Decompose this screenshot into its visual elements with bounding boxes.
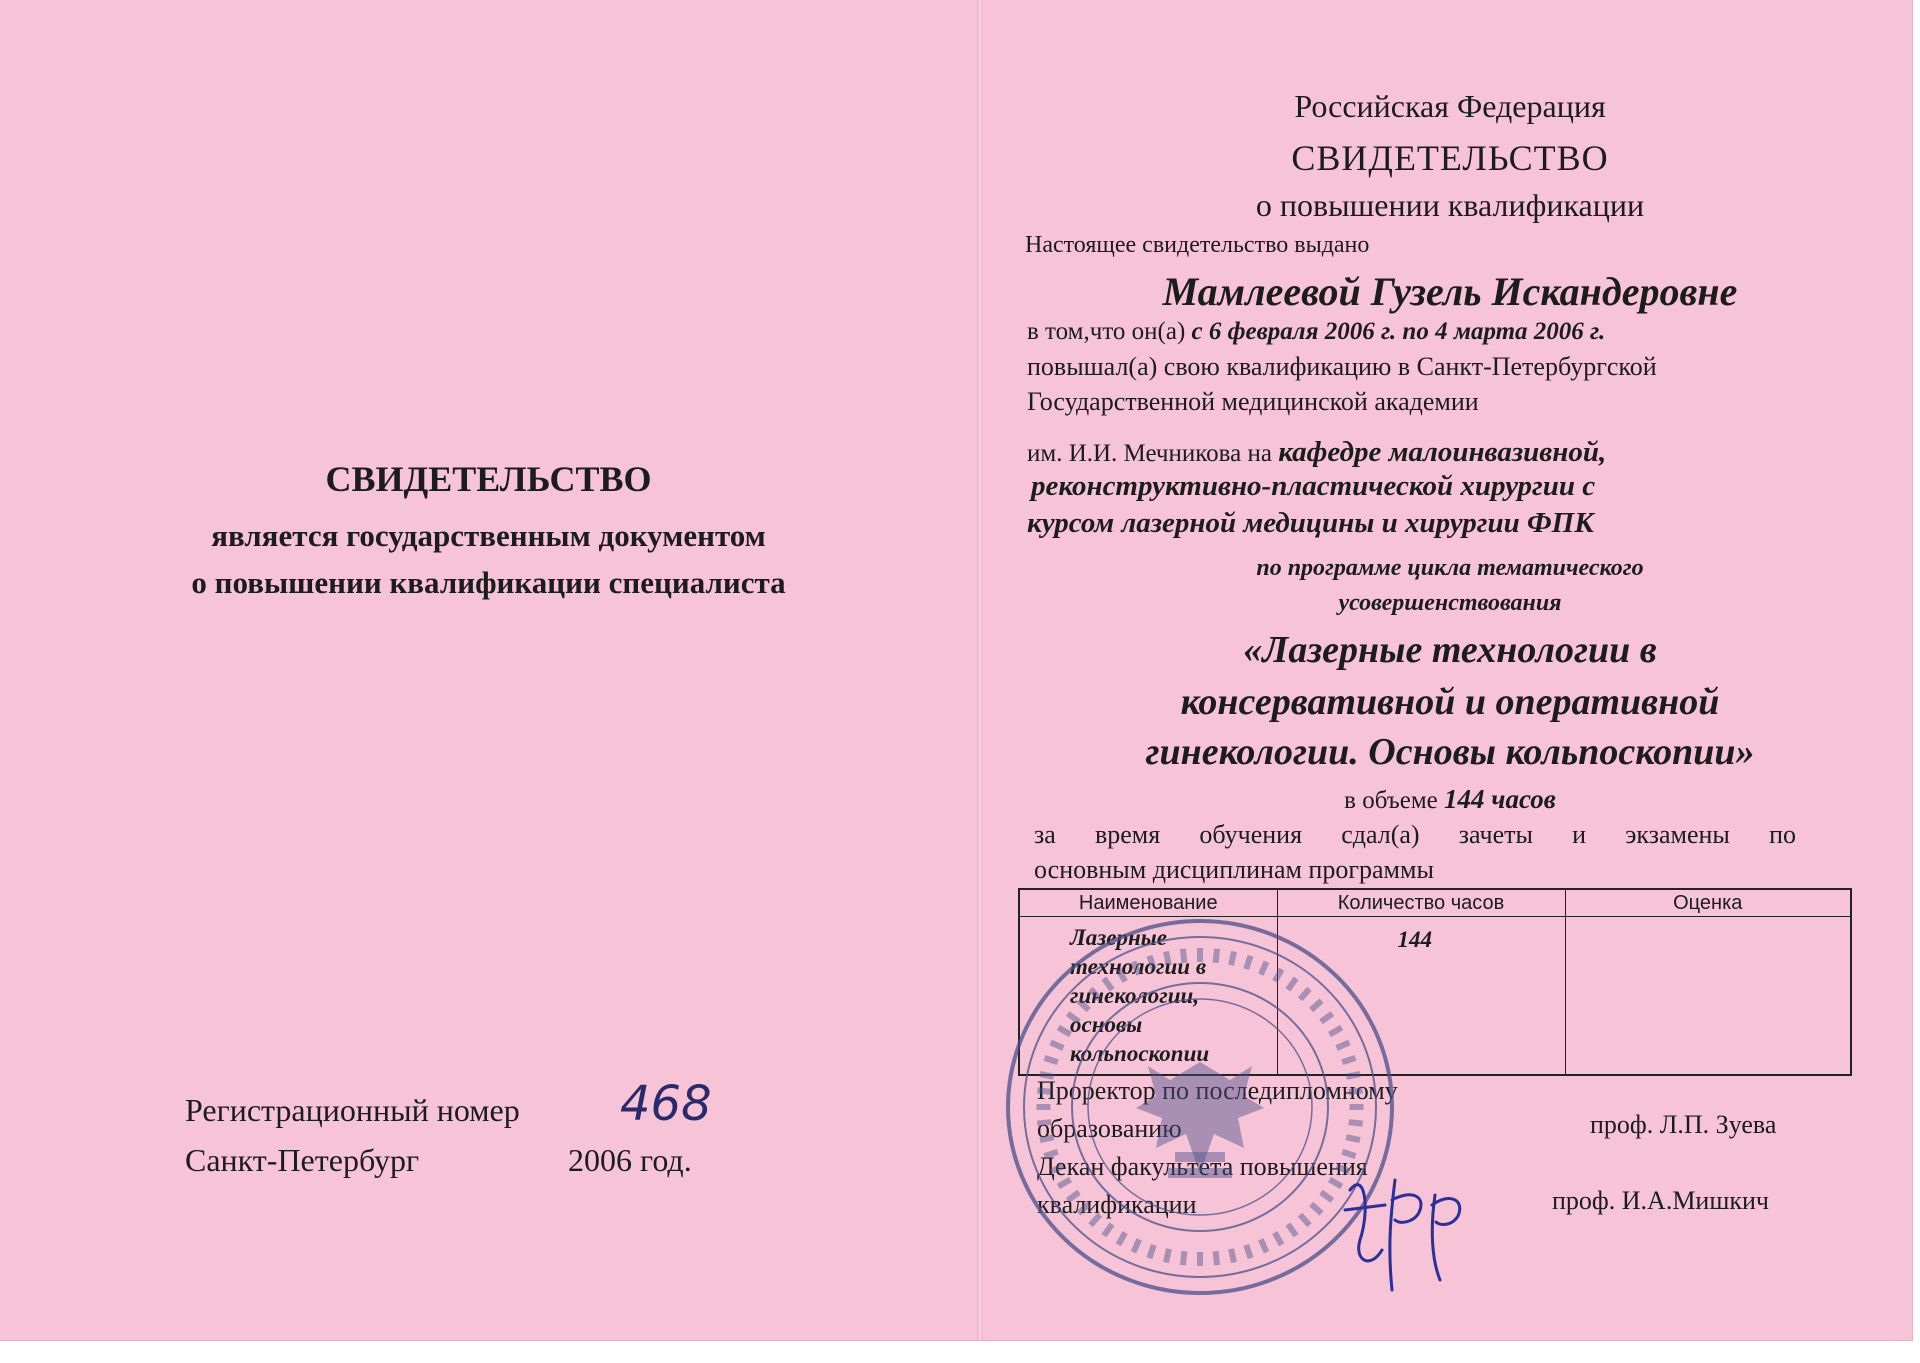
academy-name: им. И.И. Мечникова на [1027, 440, 1279, 467]
period-line [1027, 318, 1605, 346]
left-line-2: о повышении квалификации специалиста [191, 565, 786, 600]
program-line-1: по программе цикла тематического [1256, 555, 1644, 581]
grades-table [1018, 888, 1852, 1076]
course-line-1: «Лазерные технологии в [1243, 629, 1657, 671]
header-name: Наименование [1019, 889, 1277, 917]
signatory-1-title-2: образованию [1037, 1114, 1182, 1143]
period-prefix: в том,что он(а) [1027, 318, 1186, 345]
signatory-2-title-2: квалификации [1037, 1190, 1197, 1219]
right-subtitle: о повышении квалификации [1255, 187, 1645, 223]
program-line-2: усовершенствования [1338, 590, 1562, 616]
volume-prefix: в объеме [1344, 787, 1445, 814]
registration-label: Регистрационный номер [185, 1092, 520, 1128]
registration-number: 468 [620, 1076, 712, 1132]
cell-subject: Лазерные технологии в гинекологии, основы кольпоскопии [1019, 917, 1277, 1076]
department-line-1: кафедре малоинвазивной, [1278, 436, 1607, 468]
course-line-3: гинекологии. Основы кольпоскопии» [1145, 731, 1755, 773]
department-line-2: реконструктивно-пластической хирургии с [1031, 470, 1596, 502]
cell-grade [1565, 917, 1851, 1076]
right-title: СВИДЕТЕЛЬСТВО [1291, 138, 1609, 178]
volume-hours: 144 часов [1444, 784, 1556, 814]
recipient-name: Мамлеевой Гузель Искандеровне [1162, 269, 1738, 314]
left-line-1: является государственным документом [211, 518, 766, 553]
signatory-1-name: проф. Л.П. Зуева [1590, 1110, 1777, 1139]
signatory-2-title-1: Декан факультета повышения [1037, 1152, 1368, 1181]
issued-to: Настоящее свидетельство выдано [1025, 232, 1370, 258]
text-line-3 [1027, 436, 1606, 469]
city: Санкт-Петербург [185, 1142, 420, 1178]
table-header-row [1019, 889, 1851, 917]
exams-line-2: основным дисциплинам программы [1034, 855, 1434, 884]
period: с 6 февраля 2006 г. по 4 марта 2006 г. [1185, 318, 1606, 345]
signatory-1-title-1: Проректор по последипломному [1037, 1076, 1398, 1105]
table-row [1019, 917, 1851, 1076]
text-line-2: Государственной медицинской академии [1027, 387, 1479, 416]
signatory-2-name: проф. И.А.Мишкич [1552, 1186, 1769, 1215]
left-title: СВИДЕТЕЛЬСТВО [325, 459, 652, 499]
header-hours: Количество часов [1277, 889, 1565, 917]
page-fold [977, 0, 983, 1340]
exams-line-1: за время обучения сдал(а) зачеты и экзамены по [1034, 820, 1796, 849]
text-line-1: повышал(а) свою квалификацию в Санкт-Петербургской [1027, 352, 1657, 381]
department-line-3: курсом лазерной медицины и хирургии ФПК [1027, 507, 1594, 539]
year: 2006 год. [568, 1142, 692, 1178]
cell-hours: 144 [1277, 917, 1565, 1076]
course-line-2: консервативной и оперативной [1180, 681, 1720, 723]
country: Российская Федерация [1294, 88, 1606, 124]
header-grade: Оценка [1565, 889, 1851, 917]
volume-line [1000, 784, 1900, 815]
